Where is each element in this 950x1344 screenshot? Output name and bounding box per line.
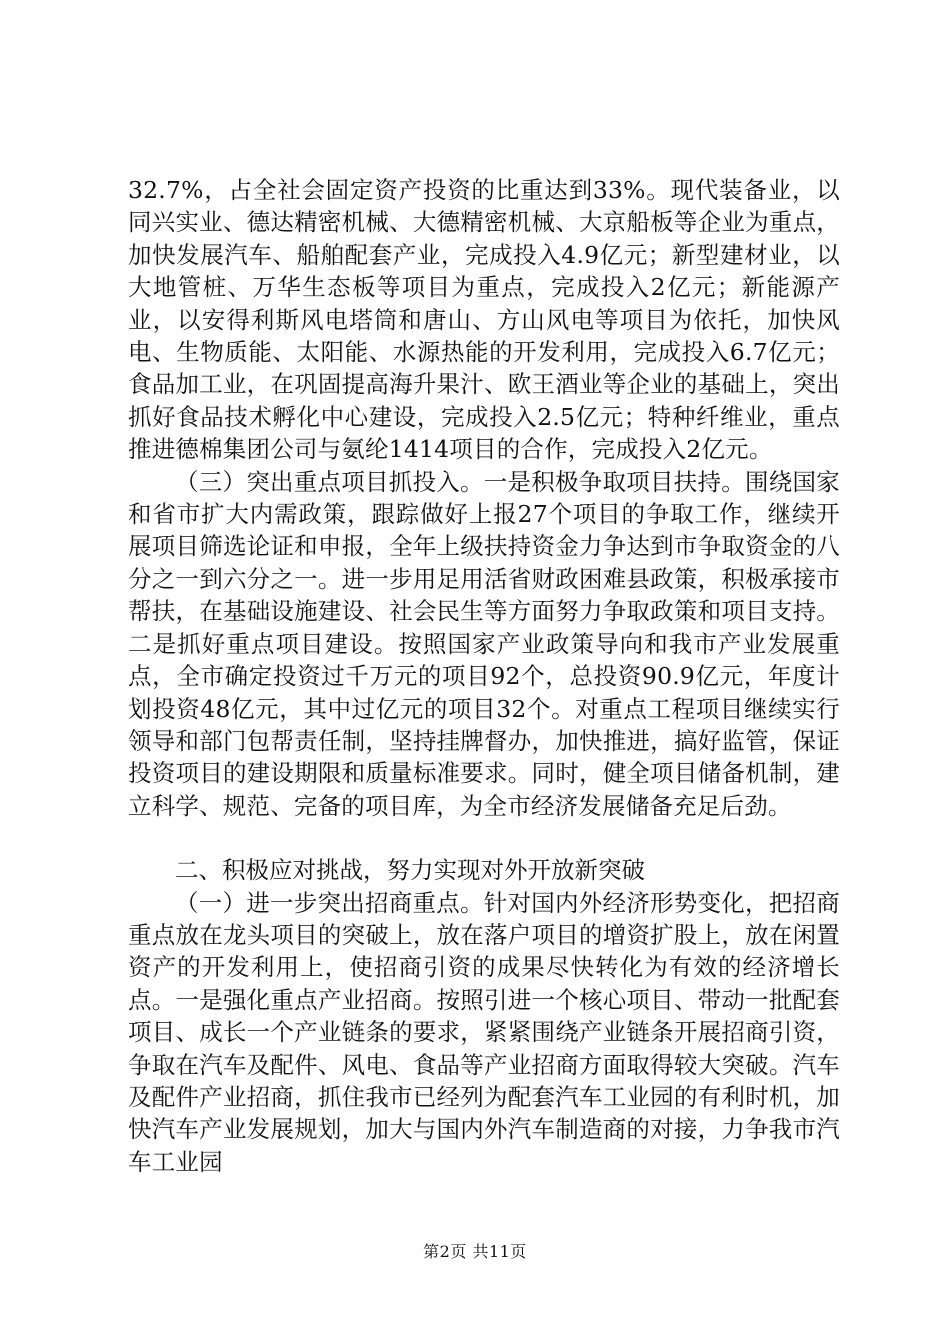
section-heading: 二、积极应对挑战，努力实现对外开放新突破 bbox=[175, 856, 645, 885]
paragraph-investment-attraction: （一）进一步突出招商重点。针对国内外经济形势变化，把招商重点放在龙头项目的突破上，放在落户项目的增资扩股上，放在闲置资产的开发利用上，使招商引资的成果尽快转化为有效的经济增长点。一是强化重点产业招商。按照引进一个核心项目、带动一批配套项目、成长一个产业链条的要求，紧紧围绕产业链条开展招商引资，争取在汽车及配件、风电、食品等产业招商方面取得较大突破。汽车及配件产业招商，抓住我市已经列为配套汽车工业园的有利时机，加快汽车产业发展规划，加大与国内外汽车制造商的对接，力争我市汽车工业园 bbox=[128, 888, 840, 1176]
document-body bbox=[128, 174, 840, 1178]
paragraph-key-projects: （三）突出重点项目抓投入。一是积极争取项目扶持。围绕国家和省市扩大内需政策，跟踪做好上报27个项目的争取工作，继续开展项目筛选论证和申报，全年上级扶持资金力争达到市争取资金的八分之一到六分之一。进一步用足用活省财政困难县政策，积极承接市帮扶，在基础设施建设、社会民生等方面努力争取政策和项目支持。二是抓好重点项目建设。按照国家产业政策导向和我市产业发展重点，全市确定投资过千万元的项目92个，总投资90.9亿元，年度计划投资48亿元，其中过亿元的项目32个。对重点工程项目继续实行领导和部门包帮责任制，坚持挂牌督办，加快推进，搞好监管，保证投资项目的建设期限和质量标准要求。同时，健全项目储备机制，建立科学、规范、完备的项目库，为全市经济发展储备充足后劲。 bbox=[128, 467, 840, 820]
page-number-footer: 第2页 共11页 bbox=[423, 1242, 527, 1261]
paragraph-investment-sectors: 32.7%，占全社会固定资产投资的比重达到33%。现代装备业，以同兴实业、德达精密机械、大德精密机械、大京船板等企业为重点，加快发展汽车、船舶配套产业，完成投入4.9亿元；新型建材业，以大地管桩、万华生态板等项目为重点，完成投入2亿元；新能源产业，以安得利斯风电塔筒和唐山、方山风电等项目为依托，加快风电、生物质能、太阳能、水源热能的开发利用，完成投入6.7亿元；食品加工业，在巩固提高海升果汁、欧王酒业等企业的基础上，突出抓好食品技术孵化中心建设，完成投入2.5亿元；特种纤维业，重点推进德棉集团公司与氨纶1414项目的合作，完成投入2亿元。 bbox=[128, 176, 840, 464]
